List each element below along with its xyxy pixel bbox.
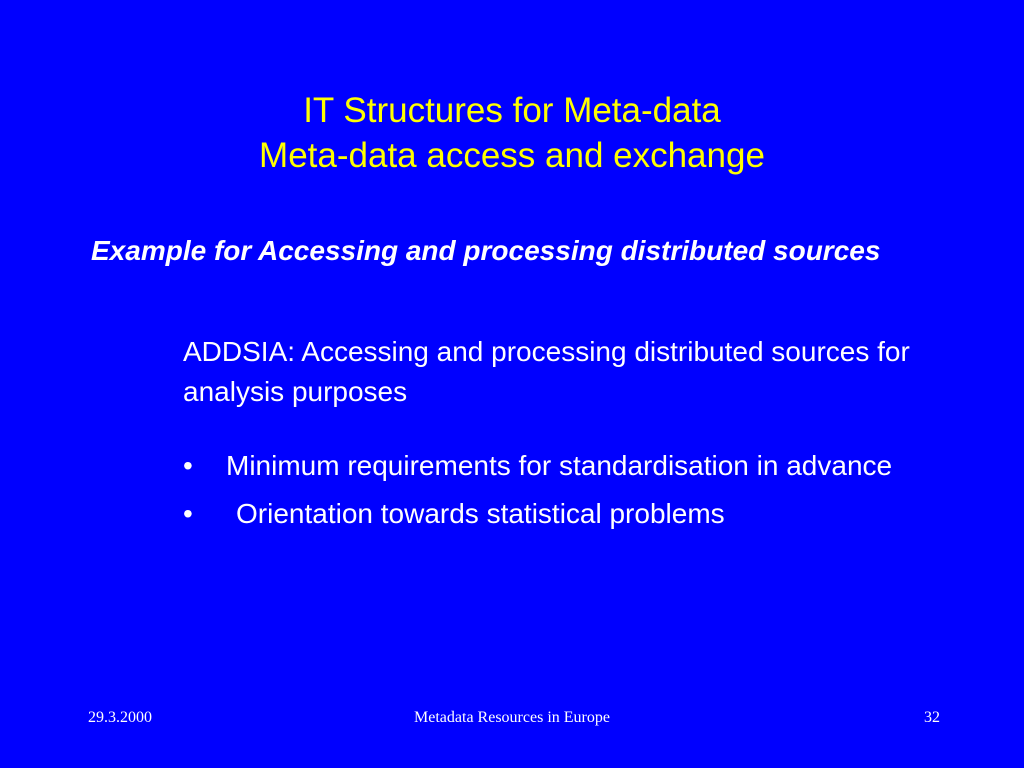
bullet-item (183, 446, 923, 486)
bullet-marker: • (183, 450, 193, 481)
bullet-item (183, 494, 923, 534)
footer-title: Metadata Resources in Europe (414, 709, 610, 726)
slide-subheading: Example for Accessing and processing distributed sources (91, 235, 881, 266)
footer-date: 29.3.2000 (88, 709, 152, 726)
bullet-text: Minimum requirements for standardisation in advance (226, 450, 893, 481)
title-line-2: Meta-data access and exchange (259, 136, 765, 175)
bullet-text: Orientation towards statistical problems (236, 498, 725, 529)
bullet-list (183, 446, 923, 542)
title-line-1: IT Structures for Meta-data (303, 91, 721, 130)
page-number: 32 (924, 709, 940, 726)
slide-title (0, 88, 1024, 178)
intro-paragraph: ADDSIA: Accessing and processing distributed sources for analysis purposes (183, 336, 910, 407)
bullet-marker: • (183, 498, 193, 529)
